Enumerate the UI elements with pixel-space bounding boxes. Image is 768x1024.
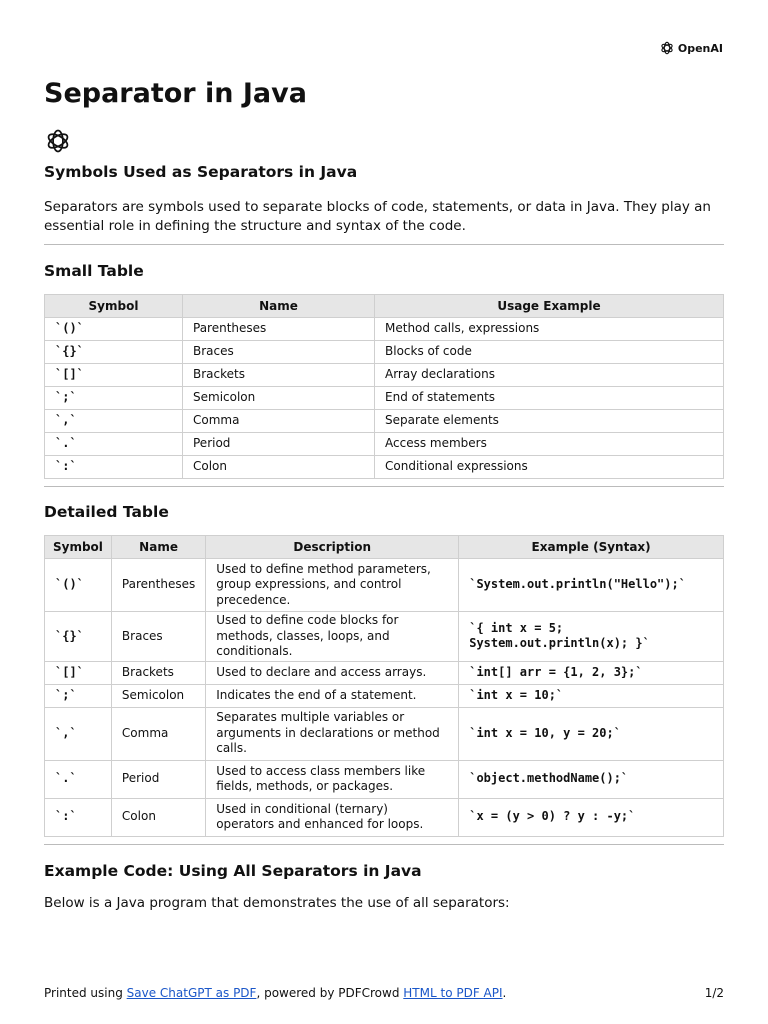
usage-cell: Method calls, expressions <box>375 318 724 341</box>
name-cell: Parentheses <box>111 559 205 612</box>
table-row <box>45 341 724 364</box>
symbol-cell: `{}` <box>45 341 183 364</box>
name-cell: Brackets <box>183 364 375 387</box>
symbol-cell: `[]` <box>45 661 112 684</box>
column-header: Example (Syntax) <box>459 536 724 559</box>
example-cell: `object.methodName();` <box>459 760 724 798</box>
small-table <box>44 294 724 479</box>
name-cell: Braces <box>183 341 375 364</box>
name-cell: Period <box>111 760 205 798</box>
name-cell: Colon <box>111 798 205 836</box>
name-cell: Comma <box>183 410 375 433</box>
html-to-pdf-api-link[interactable]: HTML to PDF API <box>403 986 503 1000</box>
table-row <box>45 318 724 341</box>
column-header: Symbol <box>45 536 112 559</box>
symbol-cell: `;` <box>45 387 183 410</box>
column-header: Name <box>183 295 375 318</box>
footer-credit <box>44 984 506 1002</box>
usage-cell: End of statements <box>375 387 724 410</box>
table-row <box>45 612 724 662</box>
column-header: Description <box>206 536 459 559</box>
page-number: 1/2 <box>704 986 724 1000</box>
name-cell: Period <box>183 433 375 456</box>
name-cell: Colon <box>183 456 375 479</box>
chatgpt-logo-icon <box>44 127 72 155</box>
usage-cell: Access members <box>375 433 724 456</box>
symbol-cell: `:` <box>45 456 183 479</box>
table-row <box>45 364 724 387</box>
symbol-cell: `;` <box>45 684 112 707</box>
table-header-row <box>45 536 724 559</box>
section-heading-small-table: Small Table <box>44 262 144 280</box>
table-row <box>45 559 724 612</box>
usage-cell: Conditional expressions <box>375 456 724 479</box>
section-heading-example-code: Example Code: Using All Separators in Java <box>44 861 422 880</box>
column-header: Symbol <box>45 295 183 318</box>
brand-name: OpenAI <box>677 41 723 55</box>
symbol-cell: `{}` <box>45 612 112 662</box>
example-cell: `int[] arr = {1, 2, 3};` <box>459 661 724 684</box>
table-row <box>45 433 724 456</box>
description-cell: Indicates the end of a statement. <box>206 684 459 707</box>
name-cell: Parentheses <box>183 318 375 341</box>
table-row <box>45 798 724 836</box>
name-cell: Brackets <box>111 661 205 684</box>
divider <box>44 486 724 487</box>
table-row <box>45 661 724 684</box>
example-cell: `int x = 10, y = 20;` <box>459 707 724 760</box>
usage-cell: Separate elements <box>375 410 724 433</box>
example-cell: `System.out.println("Hello");` <box>459 559 724 612</box>
print-footer <box>44 984 724 1002</box>
section-heading-symbols: Symbols Used as Separators in Java <box>44 163 358 181</box>
name-cell: Comma <box>111 707 205 760</box>
description-cell: Used to define method parameters, group expressions, and control precedence. <box>206 559 459 612</box>
divider <box>44 244 724 245</box>
description-cell: Used to access class members like fields, methods, or packages. <box>206 760 459 798</box>
table-row <box>45 707 724 760</box>
example-intro-paragraph: Below is a Java program that demonstrates the use of all separators: <box>44 894 510 911</box>
divider <box>44 844 724 845</box>
description-cell: Used to define code blocks for methods, classes, loops, and conditionals. <box>206 612 459 662</box>
table-row <box>45 410 724 433</box>
column-header: Usage Example <box>375 295 724 318</box>
symbol-cell: `:` <box>45 798 112 836</box>
name-cell: Braces <box>111 612 205 662</box>
column-header: Name <box>111 536 205 559</box>
example-cell: `int x = 10;` <box>459 684 724 707</box>
save-chatgpt-pdf-link[interactable]: Save ChatGPT as PDF <box>126 986 257 1000</box>
name-cell: Semicolon <box>111 684 205 707</box>
table-row <box>45 760 724 798</box>
symbol-cell: `,` <box>45 707 112 760</box>
detailed-table <box>44 535 724 837</box>
table-row <box>45 387 724 410</box>
intro-paragraph: Separators are symbols used to separate blocks of code, statements, or data in Java. They play an essential role in defining the structure and syntax of the code. <box>44 199 711 234</box>
symbol-cell: `.` <box>45 760 112 798</box>
document-content <box>44 76 724 913</box>
table-row <box>45 684 724 707</box>
name-cell: Semicolon <box>183 387 375 410</box>
openai-logo-icon <box>659 40 675 56</box>
symbol-cell: `[]` <box>45 364 183 387</box>
usage-cell: Blocks of code <box>375 341 724 364</box>
example-cell: `x = (y > 0) ? y : -y;` <box>459 798 724 836</box>
table-header-row <box>45 295 724 318</box>
example-cell: `{ int x = 5; System.out.println(x); }` <box>459 612 724 662</box>
description-cell: Used to declare and access arrays. <box>206 661 459 684</box>
symbol-cell: `.` <box>45 433 183 456</box>
symbol-cell: `,` <box>45 410 183 433</box>
usage-cell: Array declarations <box>375 364 724 387</box>
footer-prefix: Printed using <box>44 986 127 1000</box>
description-cell: Used in conditional (ternary) operators and enhanced for loops. <box>206 798 459 836</box>
table-row <box>45 456 724 479</box>
footer-middle: , powered by PDFCrowd <box>256 986 404 1000</box>
symbol-cell: `()` <box>45 559 112 612</box>
symbol-cell: `()` <box>45 318 183 341</box>
brand-header <box>659 40 723 56</box>
description-cell: Separates multiple variables or arguments in declarations or method calls. <box>206 707 459 760</box>
page-title: Separator in Java <box>44 78 307 109</box>
section-heading-detailed-table: Detailed Table <box>44 503 169 521</box>
footer-suffix: . <box>502 986 507 1000</box>
